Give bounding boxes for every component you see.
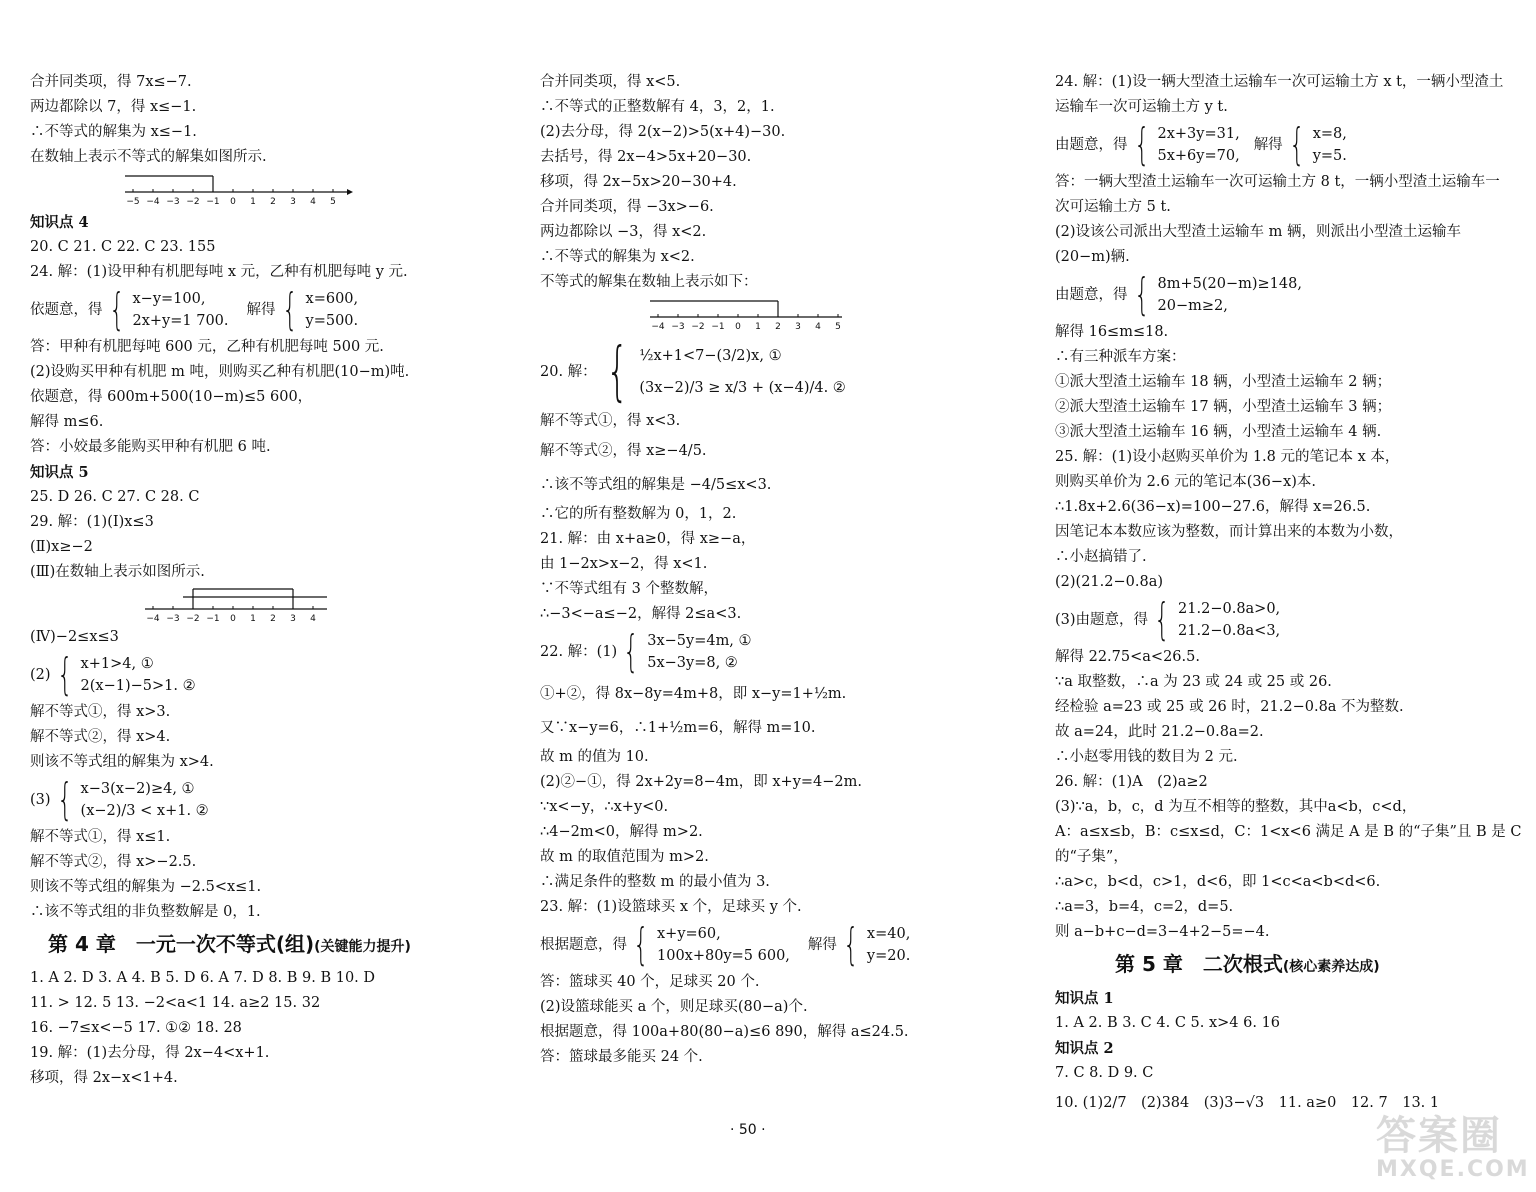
sys-line: 21.2−0.8a>0, — [1178, 601, 1281, 617]
brace: { — [633, 919, 649, 970]
watermark-top: 答案圈 — [1376, 1113, 1502, 1159]
text-line: ∵不等式组有 3 个整数解， — [540, 581, 718, 597]
text-line: ∴满足条件的整数 m 的最小值为 3. — [540, 874, 770, 890]
text-line: 移项，得 2x−x<1+4. — [30, 1070, 178, 1086]
tick-label: 1 — [250, 614, 256, 623]
chapter-title-text: 第 5 章 二次根式 — [1115, 952, 1283, 976]
tick-label: 4 — [310, 197, 316, 207]
text-line: 解不等式①，得 x>3. — [30, 704, 171, 720]
chapter-5-title — [1115, 947, 1515, 984]
answer-line: 7. C 8. D 9. C — [1055, 1065, 1154, 1081]
text-line: ∴a=3，b=4，c=2，d=5. — [1055, 899, 1234, 915]
answer-line: 11. > 12. 5 13. −2<a<1 14. a≥2 15. 32 — [30, 995, 321, 1011]
text-line: ∴不等式的解集为 x≤−1. — [30, 124, 197, 140]
text-line: 两边都除以 −3，得 x<2. — [540, 224, 707, 240]
sys-lead: 由题意，得 — [1055, 286, 1128, 303]
chapter-subtitle: (关键能力提升) — [314, 939, 411, 955]
sys-line: (3x−2)/3 ≥ x/3 + (x−4)/4. ② — [639, 380, 846, 396]
sys-line: y=500. — [305, 313, 359, 329]
tick-label: 1 — [250, 197, 256, 207]
text-line: 根据题意，得 100a+80(80−a)≤6 890，解得 a≤24.5. — [540, 1024, 909, 1040]
text-line: 解不等式②，得 x≥−4/5. — [540, 443, 707, 459]
text-line: ∵x<−y，∴x+y<0. — [540, 799, 669, 815]
sys-line: 100x+80y=5 600, — [657, 948, 790, 964]
sys-line: x=600, — [305, 291, 359, 307]
number-line-3 — [650, 295, 1000, 335]
knowledge-point-4: 知识点 4 — [30, 214, 89, 231]
text-line: ①+②，得 8x−8y=4m+8，即 x−y=1+½m. — [540, 686, 847, 702]
text-line: 依题意，得 600m+500(10−m)≤5 600， — [30, 389, 313, 405]
text-line: 答：一辆大型渣土运输车一次可运输土方 8 t，一辆小型渣土运输车一 — [1055, 174, 1500, 190]
brace: { — [1288, 119, 1305, 170]
tick-label: 4 — [815, 322, 821, 332]
text-line: 去括号，得 2x−4>5x+20−30. — [540, 149, 752, 165]
text-line: ∴小赵零用钱的数目为 2 元. — [1055, 749, 1238, 765]
knowledge-point-5: 知识点 5 — [30, 464, 89, 481]
text-line: 19. 解：(1)去分母，得 2x−4<x+1. — [30, 1045, 270, 1061]
text-line: 则该不等式组的解集为 −2.5<x≤1. — [30, 879, 262, 895]
brace: { — [56, 774, 73, 825]
text-line: 答：篮球最多能买 24 个. — [540, 1049, 703, 1065]
text-line: 25. 解：(1)设小赵购买单价为 1.8 元的笔记本 x 本， — [1055, 449, 1400, 465]
equation-system — [1055, 120, 1515, 170]
tick-label: −4 — [651, 322, 665, 332]
answer-line: 1. A 2. B 3. C 4. C 5. x>4 6. 16 — [1055, 1015, 1281, 1031]
chapter-title-text: 第 4 章 一元一次不等式(组) — [48, 932, 315, 956]
tick-label: 3 — [290, 197, 296, 207]
sys-line: ½x+1<7−(3/2)x, ① — [639, 348, 782, 364]
q24-text: 24. 解：(1)设甲种有机肥每吨 x 元，乙种有机肥每吨 y 元. — [30, 264, 408, 280]
equation-system — [1055, 270, 1515, 320]
text-line: (2)(21.2−0.8a) — [1055, 574, 1163, 590]
tick-label: 4 — [310, 614, 316, 623]
equation-system — [1055, 595, 1515, 645]
tick-label: −4 — [146, 614, 160, 623]
text-line: ∴它的所有整数解为 0，1，2. — [540, 506, 737, 522]
watermark-bottom: MXQE.COM — [1376, 1157, 1530, 1182]
solve-label: 解得 — [1253, 136, 1283, 153]
text-line: 运输车一次可运输土方 y t. — [1055, 99, 1228, 115]
answer-line: 16. −7≤x<−5 17. ①② 18. 28 — [30, 1020, 242, 1036]
tick-label: 3 — [290, 614, 296, 623]
brace: { — [281, 284, 298, 335]
sys-line: 8m+5(20−m)≥148, — [1157, 276, 1302, 292]
text-line: (20−m)辆. — [1055, 249, 1130, 265]
equation-system — [30, 775, 485, 825]
text-line: 次可运输土方 5 t. — [1055, 199, 1171, 215]
equation-system — [30, 285, 485, 335]
text-line: 23. 解：(1)设篮球买 x 个，足球买 y 个. — [540, 899, 802, 915]
tick-label: −3 — [166, 614, 180, 623]
sys-line: x−y=100, — [132, 291, 206, 307]
sys-line: x+y=60, — [657, 926, 721, 942]
knowledge-point-2: 知识点 2 — [1055, 1040, 1114, 1057]
text-line: (2)②−①，得 2x+2y=8−4m，即 x+y=4−2m. — [540, 774, 863, 790]
text-line: ∴小赵搞错了. — [1055, 549, 1147, 565]
knowledge-point-1: 知识点 1 — [1055, 990, 1114, 1007]
equation-system — [540, 920, 1000, 970]
text-line: ∴不等式的解集为 x<2. — [540, 249, 695, 265]
sys-lead: (3) — [30, 791, 51, 808]
chapter-4-title — [48, 927, 485, 964]
text-line: ∴1.8x+2.6(36−x)=100−27.6，解得 x=26.5. — [1055, 499, 1371, 515]
text-line: 经检验 a=23 或 25 或 26 时，21.2−0.8a 不为整数. — [1055, 699, 1404, 715]
brace: { — [605, 335, 629, 409]
sys-lead: 依题意，得 — [30, 301, 103, 318]
tick-label: −1 — [711, 322, 725, 332]
tick-label: −4 — [146, 197, 160, 207]
solve-label: 解得 — [246, 301, 276, 318]
tick-label: −2 — [691, 322, 705, 332]
tick-label: 0 — [735, 322, 741, 332]
text-line: (Ⅳ)−2≤x≤3 — [30, 629, 119, 645]
text-line: ②派大型渣土运输车 17 辆，小型渣土运输车 3 辆； — [1055, 399, 1392, 415]
brace: { — [108, 284, 125, 335]
sys-lead: 20. 解： — [540, 363, 597, 380]
sys-line: 21.2−0.8a<3, — [1178, 623, 1281, 639]
tick-label: 2 — [270, 197, 276, 207]
tick-label: −2 — [186, 197, 200, 207]
text-line: 又∵x−y=6，∴1+½m=6，解得 m=10. — [540, 720, 816, 736]
text-line: (2)设该公司派出大型渣土运输车 m 辆，则派出小型渣土运输车 — [1055, 224, 1462, 240]
sys-line: 20−m≥2, — [1157, 298, 1228, 314]
text-line: 解得 m≤6. — [30, 414, 104, 430]
page-number: · 50 · — [730, 1122, 766, 1138]
text-line: ①派大型渣土运输车 18 辆，小型渣土运输车 2 辆； — [1055, 374, 1392, 390]
text-line: (2)去分母，得 2(x−2)>5(x+4)−30. — [540, 124, 786, 140]
text-line: ∴4−2m<0，解得 m>2. — [540, 824, 703, 840]
sys-line: 2x+3y=31, — [1157, 126, 1240, 142]
text-line: 答：篮球买 40 个，足球买 20 个. — [540, 974, 760, 990]
text-line: 合并同类项，得 x<5. — [540, 74, 681, 90]
text-line: (3)∵a，b，c，d 为互不相等的整数，其中a<b，c<d， — [1055, 799, 1417, 815]
number-line-1 — [125, 170, 485, 210]
sys-line: x=40, — [866, 926, 911, 942]
sys-lead: (2) — [30, 666, 51, 683]
text-line: 29. 解：(1)(Ⅰ)x≤3 — [30, 514, 154, 530]
tick-label: −2 — [186, 614, 200, 623]
text-line: ③派大型渣土运输车 16 辆，小型渣土运输车 4 辆. — [1055, 424, 1382, 440]
answer-line: 10. (1)2/7 (2)384 (3)3−√3 11. a≥0 12. 7 13. 1 — [1055, 1095, 1440, 1111]
text-line: 解得 16≤m≤18. — [1055, 324, 1169, 340]
text-line: ∴−3<−a≤−2，解得 2≤a<3. — [540, 606, 742, 622]
text-line: 故 a=24，此时 21.2−0.8a=2. — [1055, 724, 1264, 740]
watermark-logo — [1376, 1104, 1530, 1184]
text-line: 21. 解：由 x+a≥0，得 x≥−a， — [540, 531, 756, 547]
chapter-subtitle: (核心素养达成) — [1282, 959, 1380, 975]
sys-line: 5x+6y=70, — [1157, 148, 1240, 164]
text-line: 解不等式①，得 x≤1. — [30, 829, 171, 845]
sys-line: 2(x−1)−5>1. ② — [80, 678, 196, 694]
tick-label: −1 — [206, 614, 220, 623]
text-line: 解得 22.75<a<26.5. — [1055, 649, 1200, 665]
text-line: ∵a 取整数，∴a 为 23 或 24 或 25 或 26. — [1055, 674, 1332, 690]
text-line: ∴a>c，b<d，c>1，d<6，即 1<c<a<b<d<6. — [1055, 874, 1381, 890]
text-line: 则该不等式组的解集为 x>4. — [30, 754, 214, 770]
text-line: ∴有三种派车方案： — [1055, 349, 1186, 365]
number-line-2 — [145, 585, 485, 625]
tick-label: 5 — [835, 322, 841, 332]
text-line: (Ⅱ)x≥−2 — [30, 539, 93, 555]
text-line: 移项，得 2x−5x>20−30+4. — [540, 174, 737, 190]
text-line: 26. 解：(1)A (2)a≥2 — [1055, 774, 1208, 790]
tick-label: 3 — [795, 322, 801, 332]
brace: { — [1133, 269, 1150, 320]
equation-system — [30, 650, 485, 700]
column-right — [1055, 70, 1522, 1120]
sys-line: 5x−3y=8, ② — [647, 655, 738, 671]
text-line: 故 m 的取值范围为 m>2. — [540, 849, 709, 865]
solve-label: 解得 — [807, 936, 837, 953]
text-line: 故 m 的值为 10. — [540, 749, 649, 765]
tick-label: 2 — [270, 614, 276, 623]
brace: { — [1133, 119, 1150, 170]
text-line: A：a≤x≤b，B：c≤x≤d，C：1<x<6 满足 A 是 B 的“子集”且 B 是 C — [1055, 824, 1522, 840]
sys-line: 3x−5y=4m, ① — [647, 633, 752, 649]
tick-label: −3 — [166, 197, 180, 207]
sys-line: y=5. — [1312, 148, 1347, 164]
text-line: 解不等式②，得 x>−2.5. — [30, 854, 197, 870]
text-line: 在数轴上表示不等式的解集如图所示. — [30, 149, 267, 165]
text-line: 不等式的解集在数轴上表示如下： — [540, 274, 758, 290]
text-line: 答：甲种有机肥每吨 600 元，乙种有机肥每吨 500 元. — [30, 339, 384, 355]
sys-line: y=20. — [866, 948, 911, 964]
column-middle — [540, 70, 1000, 1070]
text-line: 因笔记本本数应该为整数，而计算出来的本数为小数， — [1055, 524, 1403, 540]
text-line: (2)设篮球能买 a 个，则足球买(80−a)个. — [540, 999, 808, 1015]
text-line: 24. 解：(1)设一辆大型渣土运输车一次可运输土方 x t，一辆小型渣土 — [1055, 74, 1504, 90]
text-line: ∴该不等式组的解集是 −4/5≤x<3. — [540, 477, 772, 493]
sys-lead: 22. 解：(1) — [540, 643, 618, 660]
text-line: 合并同类项，得 −3x>−6. — [540, 199, 714, 215]
text-line: 两边都除以 7，得 x≤−1. — [30, 99, 197, 115]
tick-label: 2 — [775, 322, 781, 332]
tick-label: −3 — [671, 322, 685, 332]
equation-system — [540, 627, 1000, 677]
text-line: 解不等式②，得 x>4. — [30, 729, 171, 745]
answer-line: 1. A 2. D 3. A 4. B 5. D 6. A 7. D 8. B 9. B 10. D — [30, 970, 376, 986]
text-line: (2)设购买甲种有机肥 m 吨，则购买乙种有机肥(10−m)吨. — [30, 364, 410, 380]
text-line: ∴不等式的正整数解有 4，3，2，1. — [540, 99, 775, 115]
text-line: 解不等式①，得 x<3. — [540, 413, 681, 429]
tick-label: −1 — [206, 197, 220, 207]
sys-lead: (3)由题意，得 — [1055, 611, 1149, 628]
text-line: 则购买单价为 2.6 元的笔记本(36−x)本. — [1055, 474, 1316, 490]
text-line: 由 1−2x>x−2，得 x<1. — [540, 556, 708, 572]
brace: { — [56, 649, 73, 700]
text-line: 则 a−b+c−d=3−4+2−5=−4. — [1055, 924, 1270, 940]
column-left — [30, 70, 485, 1091]
text-line: 合并同类项，得 7x≤−7. — [30, 74, 192, 90]
sys-line: 2x+y=1 700. — [132, 313, 229, 329]
sys-line: x+1>4, ① — [80, 656, 154, 672]
tick-label: −5 — [126, 197, 140, 207]
sys-line: x−3(x−2)≥4, ① — [80, 781, 195, 797]
text-line: 的“子集”， — [1055, 849, 1128, 865]
answers-25-28: 25. D 26. C 27. C 28. C — [30, 489, 200, 505]
text-line: (Ⅲ)在数轴上表示如图所示. — [30, 564, 205, 580]
tick-label: 0 — [230, 197, 236, 207]
text-line: 答：小姣最多能购买甲种有机肥 6 吨. — [30, 439, 271, 455]
sys-line: (x−2)/3 < x+1. ② — [80, 803, 209, 819]
equation-system — [540, 335, 1000, 409]
tick-label: 1 — [755, 322, 761, 332]
sys-lead: 根据题意，得 — [540, 936, 627, 953]
text-line: ∴该不等式组的非负整数解是 0，1. — [30, 904, 261, 920]
brace: { — [1154, 594, 1170, 645]
tick-label: 5 — [330, 197, 336, 207]
tick-label: 0 — [230, 614, 236, 623]
brace: { — [623, 626, 639, 677]
brace: { — [843, 919, 859, 970]
sys-lead: 由题意，得 — [1055, 136, 1128, 153]
answers-20-23: 20. C 21. C 22. C 23. 155 — [30, 239, 216, 255]
sys-line: x=8, — [1312, 126, 1347, 142]
